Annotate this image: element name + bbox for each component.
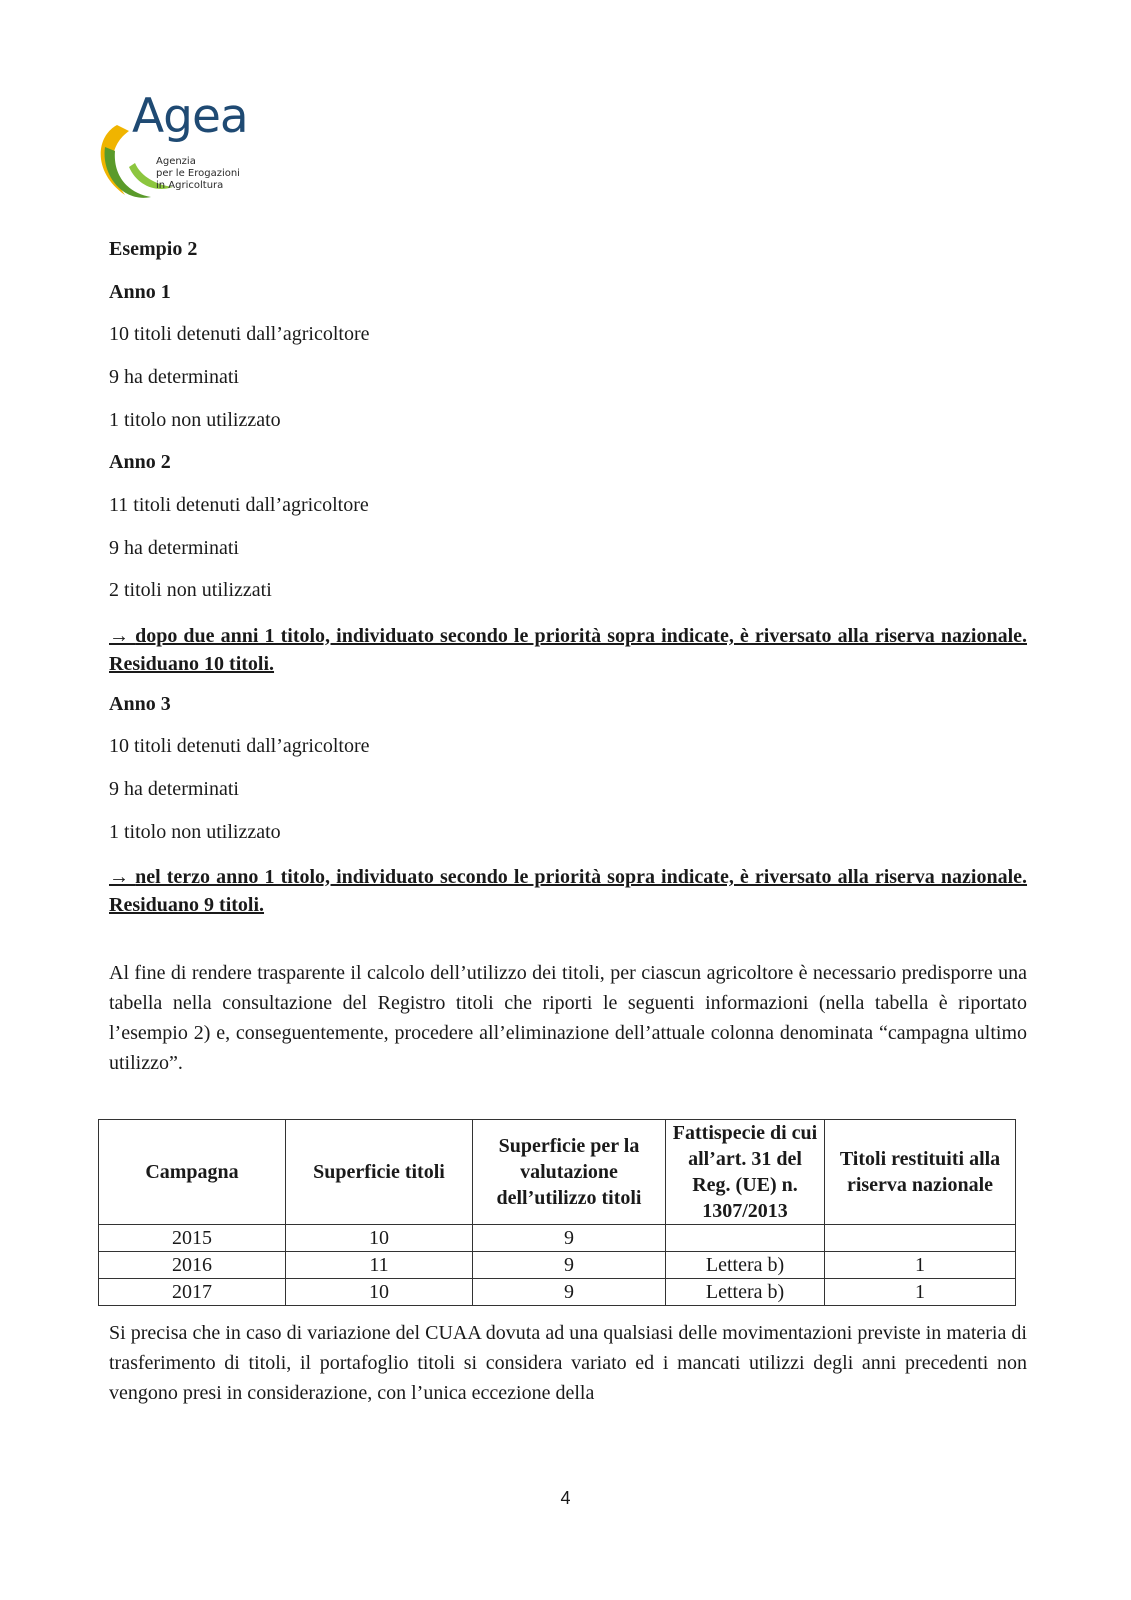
paragraph-cuaa: Si precisa che in caso di variazione del CUAA dovuta ad una qualsiasi delle movimentazioni previste in materia di trasferimento di titoli, il portafoglio titoli si considera variato ed i mancati utilizzi degli anni precedenti non vengono presi in considerazione, con l’unica eccezione della	[109, 1322, 1027, 1404]
table-row	[99, 1225, 1016, 1252]
example-title: Esempio 2	[109, 238, 198, 260]
titles-table	[98, 1119, 1016, 1306]
statement-text: nel terzo anno 1 titolo, individuato secondo le priorità sopra indicate, è riversato alla riserva nazionale. Residuano 9 titoli.	[109, 866, 1028, 916]
table-cell: 9	[473, 1279, 666, 1306]
logo-subtitle-line: Agenzia	[156, 156, 196, 167]
table-cell: Lettera b)	[666, 1279, 825, 1306]
table-cell	[825, 1225, 1016, 1252]
paragraph-intro: Al fine di rendere trasparente il calcolo dell’utilizzo dei titoli, per ciascun agricoltore è necessario predisporre una tabella nella consultazione del Registro titoli che riporti le seguenti informazioni (nella tabella è riportato l’esempio 2) e, conseguentemente, procedere all’eliminazione dell’attuale colonna denominata “campagna ultimo utilizzo”.	[109, 962, 1027, 1074]
year-line: 10 titoli detenuti dall’agricoltore	[109, 735, 370, 757]
year-line: 1 titolo non utilizzato	[109, 409, 281, 431]
col-header: Superficie per la valutazione dell’utilizzo titoli	[473, 1120, 666, 1225]
page-number: 4	[560, 1488, 571, 1508]
year-title: Anno 3	[109, 693, 171, 715]
table-row	[99, 1252, 1016, 1279]
table-cell: 2015	[99, 1225, 286, 1252]
arrow-icon: →	[109, 866, 129, 888]
year-title: Anno 1	[109, 281, 171, 303]
col-header: Fattispecie di cui all’art. 31 del Reg. (UE) n. 1307/2013	[666, 1120, 825, 1225]
table-cell: 2016	[99, 1252, 286, 1279]
col-header: Titoli restituiti alla riserva nazionale	[825, 1120, 1016, 1225]
col-header: Superficie titoli	[286, 1120, 473, 1225]
year-line: 9 ha determinati	[109, 778, 239, 800]
table-row	[99, 1279, 1016, 1306]
year-line: 9 ha determinati	[109, 366, 239, 388]
table-cell: 9	[473, 1252, 666, 1279]
logo-subtitle-line: per le Erogazioni	[156, 168, 240, 179]
year-line: 2 titoli non utilizzati	[109, 579, 272, 601]
year-line: 10 titoli detenuti dall’agricoltore	[109, 323, 370, 345]
year-line: 9 ha determinati	[109, 537, 239, 559]
arrow-icon: →	[109, 625, 129, 647]
year-line: 11 titoli detenuti dall’agricoltore	[109, 494, 369, 516]
table-cell: 2017	[99, 1279, 286, 1306]
table-cell	[666, 1225, 825, 1252]
table-header-row	[99, 1120, 1016, 1225]
logo-subtitle	[156, 156, 240, 192]
table-cell: 11	[286, 1252, 473, 1279]
table-cell: Lettera b)	[666, 1252, 825, 1279]
statement-2	[109, 863, 1027, 919]
table-cell: 10	[286, 1225, 473, 1252]
year-title: Anno 2	[109, 451, 171, 473]
statement-text: dopo due anni 1 titolo, individuato secondo le priorità sopra indicate, è riversato alla riserva nazionale. Residuano 10 titoli.	[109, 625, 1027, 675]
col-header: Campagna	[99, 1120, 286, 1225]
statement-1	[109, 622, 1027, 678]
logo-wordmark: Agea	[132, 89, 248, 144]
year-line: 1 titolo non utilizzato	[109, 821, 281, 843]
logo-subtitle-line: in Agricoltura	[156, 180, 224, 191]
table-cell: 1	[825, 1279, 1016, 1306]
table-cell: 9	[473, 1225, 666, 1252]
table-cell: 10	[286, 1279, 473, 1306]
table-cell: 1	[825, 1252, 1016, 1279]
